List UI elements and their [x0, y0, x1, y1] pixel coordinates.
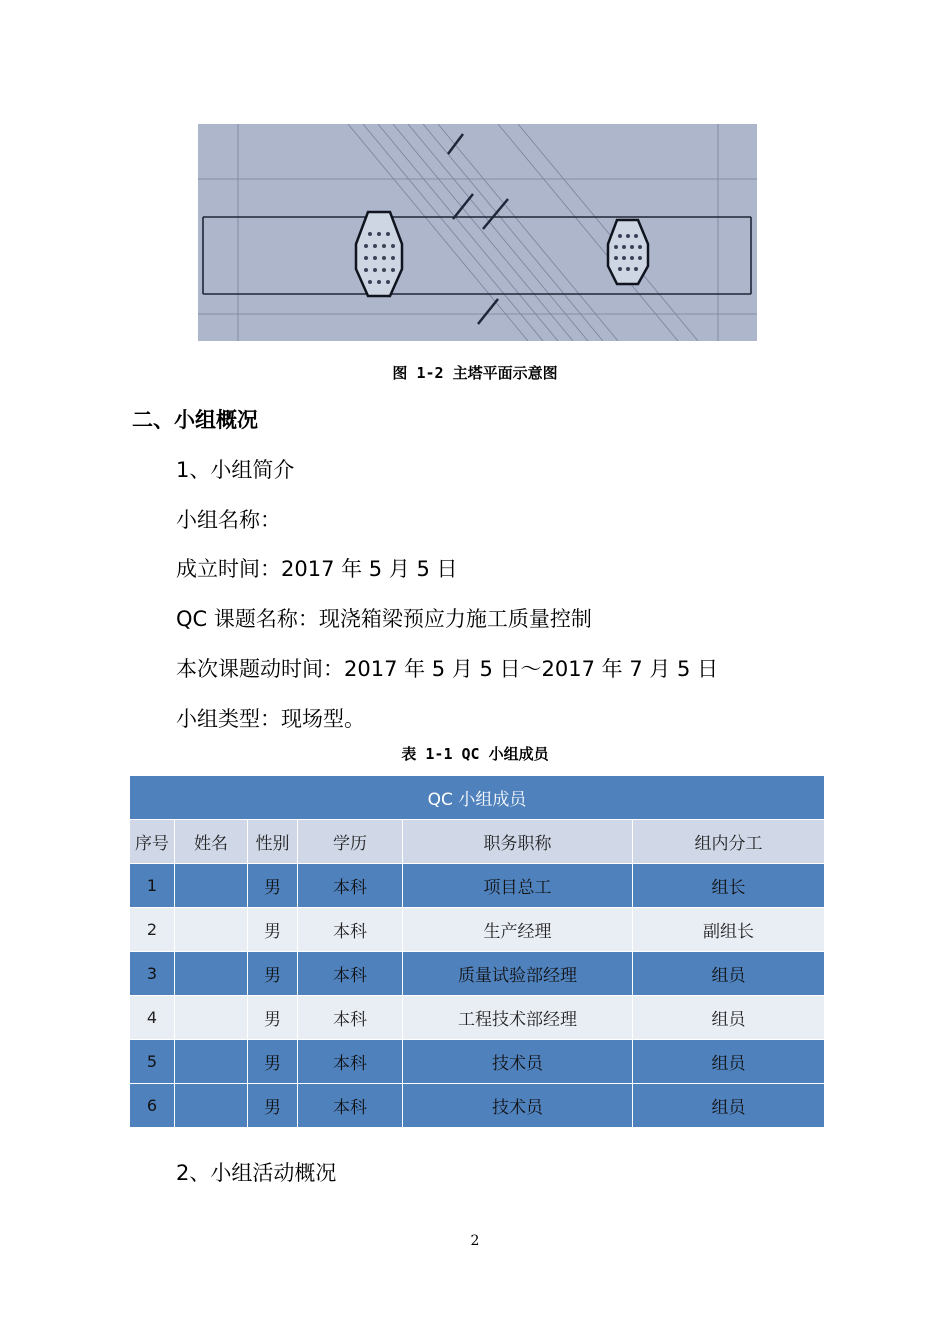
cell-index: 1	[130, 864, 175, 908]
table-row	[130, 952, 825, 996]
cell-gender: 男	[248, 952, 298, 996]
figure-caption: 图 1-2 主塔平面示意图	[392, 364, 558, 382]
header-gender: 性别	[248, 820, 298, 864]
cell-name	[175, 952, 248, 996]
table-row	[130, 996, 825, 1040]
cell-education: 本科	[298, 864, 403, 908]
table-row	[130, 908, 825, 952]
cell-education: 本科	[298, 908, 403, 952]
tower-plan-svg	[198, 124, 757, 341]
header-name: 姓名	[175, 820, 248, 864]
cell-gender: 男	[248, 996, 298, 1040]
cell-role: 组员	[633, 1084, 825, 1128]
header-position: 职务职称	[403, 820, 633, 864]
header-role: 组内分工	[633, 820, 825, 864]
cell-education: 本科	[298, 952, 403, 996]
cell-gender: 男	[248, 908, 298, 952]
activity-period: 本次课题动时间：2017 年 5 月 5 日～2017 年 7 月 5 日	[176, 657, 719, 681]
cell-role: 组长	[633, 864, 825, 908]
cell-name	[175, 996, 248, 1040]
table-title: QC 小组成员	[130, 776, 825, 820]
cell-name	[175, 864, 248, 908]
table-title-row	[130, 776, 825, 820]
section-heading: 二、小组概况	[132, 408, 258, 432]
table-row	[130, 864, 825, 908]
cell-name	[175, 1040, 248, 1084]
header-index: 序号	[130, 820, 175, 864]
cell-gender: 男	[248, 1084, 298, 1128]
topic-name: QC 课题名称：现浇箱梁预应力施工质量控制	[176, 607, 592, 631]
cell-position: 生产经理	[403, 908, 633, 952]
tower-column-right	[608, 220, 648, 284]
members-table	[129, 775, 825, 1128]
cell-role: 组员	[633, 1040, 825, 1084]
cell-role: 组员	[633, 996, 825, 1040]
cell-index: 3	[130, 952, 175, 996]
cell-role: 副组长	[633, 908, 825, 952]
cell-position: 质量试验部经理	[403, 952, 633, 996]
header-education: 学历	[298, 820, 403, 864]
cell-index: 6	[130, 1084, 175, 1128]
group-type: 小组类型：现场型。	[176, 707, 365, 731]
table-header-row	[130, 820, 825, 864]
cell-name	[175, 1084, 248, 1128]
cell-index: 4	[130, 996, 175, 1040]
group-name-label: 小组名称：	[176, 508, 281, 532]
table-row	[130, 1084, 825, 1128]
cell-role: 组员	[633, 952, 825, 996]
subheading-intro: 1、小组简介	[176, 458, 295, 482]
table-row	[130, 1040, 825, 1084]
founded-date: 成立时间：2017 年 5 月 5 日	[176, 557, 458, 581]
subheading-activities: 2、小组活动概况	[176, 1161, 337, 1185]
cell-name	[175, 908, 248, 952]
cell-position: 技术员	[403, 1084, 633, 1128]
cell-index: 2	[130, 908, 175, 952]
table-caption: 表 1-1 QC 小组成员	[401, 745, 549, 763]
page-number: 2	[470, 1233, 480, 1249]
cell-index: 5	[130, 1040, 175, 1084]
cell-education: 本科	[298, 1040, 403, 1084]
tower-plan-drawing	[198, 124, 757, 341]
cell-gender: 男	[248, 1040, 298, 1084]
cell-position: 技术员	[403, 1040, 633, 1084]
cell-education: 本科	[298, 996, 403, 1040]
cell-education: 本科	[298, 1084, 403, 1128]
cell-position: 工程技术部经理	[403, 996, 633, 1040]
cell-gender: 男	[248, 864, 298, 908]
cell-position: 项目总工	[403, 864, 633, 908]
